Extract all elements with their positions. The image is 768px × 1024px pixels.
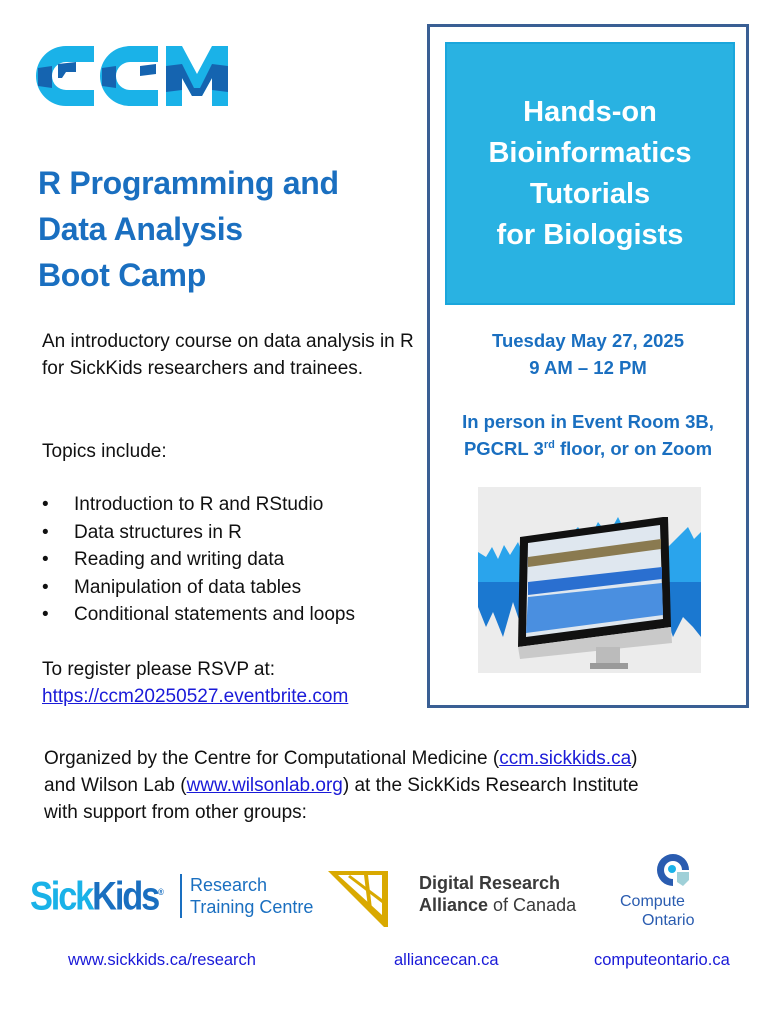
organizers-text: Organized by the Centre for Computational Medicine (ccm.sickkids.ca) and Wilson Lab (www.wilsonlab.org) at the SickKids Research Institute with support from other groups: — [44, 748, 639, 823]
topics-heading: Topics include: — [42, 441, 167, 462]
register-section — [42, 656, 348, 710]
register-label: To register please RSVP at: — [42, 659, 276, 680]
alliance-label: Digital Research Alliance of Canada — [419, 873, 577, 915]
topics-list — [42, 491, 422, 629]
sickkids-research-link[interactable]: www.sickkids.ca/research — [68, 951, 256, 969]
title-line-2: Data Analysis — [38, 211, 243, 247]
title-line-1: R Programming and — [38, 165, 339, 201]
ccm-link[interactable]: ccm.sickkids.ca — [499, 748, 632, 769]
event-banner-title: Hands-on Bioinformatics Tutorials for Biologists — [488, 95, 692, 251]
bullet-icon: • — [42, 549, 49, 570]
page-title — [38, 160, 418, 298]
alliance-logo-icon — [328, 869, 390, 929]
topic-item: • Data structures in R — [42, 519, 422, 547]
bullet-icon: • — [42, 576, 49, 598]
research-training-centre-label: Research Training Centre — [180, 874, 313, 918]
event-location: In person in Event Room 3B, PGCRL 3rd floor, or on Zoom — [462, 411, 714, 459]
alliancecan-link[interactable]: alliancecan.ca — [394, 951, 499, 969]
event-date: Tuesday May 27, 2025 — [492, 330, 684, 351]
sickkids-logo — [30, 870, 183, 918]
register-link[interactable]: https://ccm20250527.eventbrite.com — [42, 686, 349, 707]
topic-item: • Introduction to R and RStudio — [42, 491, 422, 519]
ccm-logo — [36, 44, 228, 108]
computeontario-link[interactable]: computeontario.ca — [594, 951, 730, 969]
sickkids-wordmark: SickKids® — [30, 874, 162, 919]
monitor-image — [478, 487, 701, 673]
title-line-3: Boot Camp — [38, 257, 206, 293]
bullet-icon: • — [42, 604, 49, 625]
bullet-icon: • — [42, 494, 49, 515]
wilsonlab-link[interactable]: www.wilsonlab.org — [186, 775, 343, 796]
compute-ontario-label: Compute Ontario — [620, 893, 695, 929]
compute-ontario-logo-icon — [655, 852, 691, 888]
topic-item: • Manipulation of data tables — [42, 574, 422, 602]
course-description: An introductory course on data analysis in R for SickKids researchers and trainees. — [42, 331, 414, 379]
bullet-icon: • — [42, 521, 49, 543]
topic-item: • Conditional statements and loops — [42, 601, 422, 629]
event-datetime — [430, 327, 746, 381]
topic-item: • Reading and writing data — [42, 546, 422, 574]
event-time: 9 AM – 12 PM — [529, 357, 647, 378]
event-banner — [445, 42, 735, 305]
